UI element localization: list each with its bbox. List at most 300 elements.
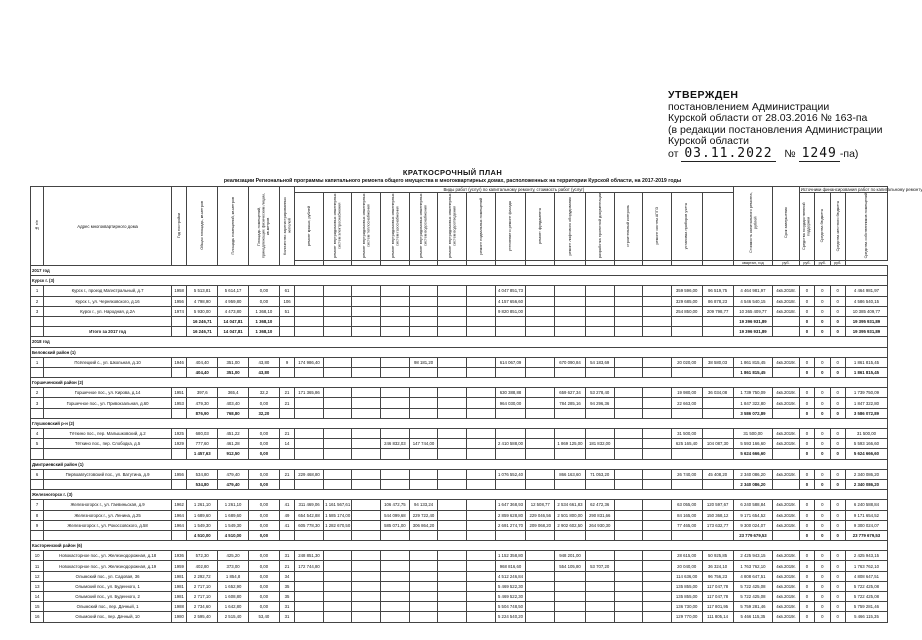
- table-cell: 4 808 647,51: [733, 571, 773, 581]
- table-row: [31, 398, 888, 408]
- table-cell: [295, 439, 324, 449]
- table-cell: 0,00: [249, 510, 280, 520]
- header-label: Адрес многоквартирного дома: [77, 223, 138, 229]
- table-cell: 1 585 174,00: [323, 510, 352, 520]
- table-cell: [643, 296, 672, 306]
- header-cell: [352, 193, 381, 261]
- table-cell: [409, 408, 438, 418]
- table-cell: 22 663,00: [671, 398, 702, 408]
- table-cell: [279, 408, 294, 418]
- header-cell: [466, 193, 495, 261]
- table-cell: [614, 469, 643, 479]
- table-cell: 5 624 666,60: [733, 449, 773, 459]
- table-cell: 12: [31, 571, 44, 581]
- table-cell: [323, 316, 352, 326]
- header-cell: [671, 193, 702, 261]
- table-cell: 0,00: [249, 530, 280, 540]
- table-cell: [352, 469, 381, 479]
- table-cell: [438, 316, 467, 326]
- table-cell: 0: [799, 551, 814, 561]
- table-cell: [438, 439, 467, 449]
- table-cell: 0: [815, 551, 830, 561]
- header-label: № п/п: [34, 220, 39, 231]
- table-cell: [352, 357, 381, 367]
- table-cell: 403,40: [218, 398, 249, 408]
- table-cell: [555, 612, 586, 622]
- table-cell: 402,80: [187, 561, 218, 571]
- table-cell: [438, 561, 467, 571]
- table-cell: [466, 306, 495, 316]
- table-cell: [614, 500, 643, 510]
- table-cell: [352, 398, 381, 408]
- table-cell: 254 850,00: [671, 306, 702, 316]
- table-cell: 1 861 815,45: [845, 367, 887, 377]
- table-cell: [702, 316, 733, 326]
- table-cell: [381, 316, 410, 326]
- header-label: Виды работ (услуг) по капитальному ремонту, стоимость работ (услуг): [443, 187, 585, 192]
- table-cell: 572,30: [187, 551, 218, 561]
- table-cell: 2: [31, 388, 44, 398]
- table-cell: [352, 561, 381, 571]
- table-cell: [438, 306, 467, 316]
- table-cell: [614, 296, 643, 306]
- table-cell: 4кв.2019г.: [773, 469, 799, 479]
- table-cell: 3: [31, 398, 44, 408]
- table-cell: Курск г., ул. Черняховского, д.16: [44, 296, 172, 306]
- table-cell: 0: [830, 327, 845, 337]
- table-cell: [526, 439, 555, 449]
- table-cell: [526, 388, 555, 398]
- table-cell: [409, 286, 438, 296]
- table-cell: 51: [279, 306, 294, 316]
- table-cell: 147 744,00: [409, 439, 438, 449]
- table-cell: 16 246,71: [187, 316, 218, 326]
- table-cell: [585, 327, 614, 337]
- table-row: [31, 388, 888, 398]
- table-cell: 311 469,06: [295, 500, 324, 510]
- table-cell: 0: [830, 581, 845, 591]
- table-cell: [438, 479, 467, 489]
- table-cell: [409, 592, 438, 602]
- table-cell: 4 510,00: [218, 530, 249, 540]
- table-cell: 26 740,00: [671, 469, 702, 479]
- table-cell: 0: [799, 286, 814, 296]
- table-cell: 0: [799, 520, 814, 530]
- table-cell: [323, 286, 352, 296]
- table-cell: [702, 408, 733, 418]
- table-cell: 5 469 522,30: [495, 581, 526, 591]
- table-cell: [438, 530, 467, 540]
- table-cell: Беловский район (1): [31, 347, 888, 357]
- table-cell: 35: [279, 592, 294, 602]
- table-cell: [409, 367, 438, 377]
- table-cell: 21: [279, 388, 294, 398]
- table-cell: 0: [815, 571, 830, 581]
- table-cell: [526, 286, 555, 296]
- table-cell: [614, 602, 643, 612]
- table-cell: Олымский пос., ул. Буденного, 2: [44, 592, 172, 602]
- table-cell: 0: [830, 357, 845, 367]
- table-cell: 1 076 552,40: [495, 469, 526, 479]
- table-row: [31, 306, 888, 316]
- table-cell: 1 763 762,10: [733, 561, 773, 571]
- table-cell: [352, 581, 381, 591]
- table-cell: 534,80: [187, 479, 218, 489]
- table-cell: [323, 357, 352, 367]
- table-cell: 0: [830, 561, 845, 571]
- table-cell: 5 930,00: [187, 306, 218, 316]
- table-cell: 129 770,00: [671, 612, 702, 622]
- table-cell: 0: [799, 408, 814, 418]
- table-cell: [555, 479, 586, 489]
- table-cell: 4кв.2019г.: [773, 602, 799, 612]
- table-cell: [323, 592, 352, 602]
- table-cell: [323, 561, 352, 571]
- table-cell: 0: [830, 551, 845, 561]
- table-cell: 0: [815, 439, 830, 449]
- table-cell: [702, 429, 733, 439]
- table-cell: 4кв.2018г.: [773, 306, 799, 316]
- table-cell: 329 685,00: [671, 296, 702, 306]
- table-cell: 12 508,77: [526, 500, 555, 510]
- table-cell: [555, 306, 586, 316]
- table-cell: 63 055,00: [671, 500, 702, 510]
- table-cell: 13: [31, 581, 44, 591]
- table-cell: [381, 429, 410, 439]
- table-cell: [323, 439, 352, 449]
- table-cell: 174 986,40: [295, 357, 324, 367]
- table-cell: 2 717,10: [187, 581, 218, 591]
- table-cell: 544 099,68: [381, 510, 410, 520]
- table-cell: 5 722 425,08: [845, 581, 887, 591]
- header-cell: [733, 187, 773, 261]
- table-cell: [323, 479, 352, 489]
- table-cell: 77 465,00: [671, 520, 702, 530]
- table-cell: 0: [815, 581, 830, 591]
- table-cell: [438, 398, 467, 408]
- table-cell: [643, 520, 672, 530]
- table-cell: 0: [830, 429, 845, 439]
- table-cell: 3 586 072,89: [845, 408, 887, 418]
- table-cell: Олымский пос., пер. Дачный, 1: [44, 602, 172, 612]
- table-cell: 106 472,75: [381, 500, 410, 510]
- table-cell: [31, 530, 44, 540]
- table-cell: 1 647 368,93: [495, 500, 526, 510]
- table-cell: 4 464 981,97: [845, 286, 887, 296]
- table-cell: [438, 581, 467, 591]
- table-row: [31, 612, 888, 622]
- table-cell: 0: [830, 479, 845, 489]
- table-cell: Новокасторное пос., ул. Железнодорожная, д.19: [44, 561, 172, 571]
- table-cell: 2 734,60: [187, 602, 218, 612]
- table-cell: [643, 286, 672, 296]
- table-cell: [352, 592, 381, 602]
- table-cell: 4кв.2019г.: [773, 388, 799, 398]
- table-cell: 2 859 628,80: [495, 510, 526, 520]
- table-cell: 351,00: [218, 367, 249, 377]
- table-cell: 605 778,30: [295, 520, 324, 530]
- table-cell: 4кв.2019г.: [773, 592, 799, 602]
- table-cell: [438, 612, 467, 622]
- table-cell: [352, 520, 381, 530]
- table-cell: 625 165,40: [671, 439, 702, 449]
- table-cell: [671, 479, 702, 489]
- table-cell: 61: [279, 286, 294, 296]
- header-label: строительный контроль: [626, 205, 631, 247]
- table-cell: 0: [815, 408, 830, 418]
- table-cell: [585, 429, 614, 439]
- table-cell: 1958: [171, 286, 186, 296]
- table-cell: [171, 316, 186, 326]
- table-cell: [643, 581, 672, 591]
- table-cell: 1 368,10: [249, 327, 280, 337]
- table-cell: [526, 429, 555, 439]
- table-cell: 0: [830, 612, 845, 622]
- table-cell: 2017 год: [31, 266, 888, 276]
- table-cell: 0: [815, 469, 830, 479]
- table-cell: [44, 408, 172, 418]
- table-cell: [671, 530, 702, 540]
- header-cell: [614, 193, 643, 261]
- table-cell: 404,40: [187, 367, 218, 377]
- table-cell: [555, 408, 586, 418]
- table-cell: [614, 388, 643, 398]
- table-cell: 49: [279, 510, 294, 520]
- table-cell: [614, 612, 643, 622]
- table-cell: 0: [815, 561, 830, 571]
- table-cell: [643, 510, 672, 520]
- table-cell: 5 722 425,08: [733, 592, 773, 602]
- header-label: Количество зарегистрированных жителей: [282, 196, 292, 255]
- table-cell: 0,00: [249, 592, 280, 602]
- table-cell: 1 457,63: [187, 449, 218, 459]
- table-cell: [44, 479, 172, 489]
- table-cell: [381, 571, 410, 581]
- table-cell: [381, 296, 410, 306]
- table-cell: 14 047,81: [218, 327, 249, 337]
- table-cell: 9 300 024,07: [845, 520, 887, 530]
- table-row: [31, 592, 888, 602]
- table-cell: 0: [815, 398, 830, 408]
- header-cell: [409, 193, 438, 261]
- table-cell: [614, 306, 643, 316]
- table-cell: [773, 408, 799, 418]
- table-cell: [526, 551, 555, 561]
- table-body: [31, 266, 888, 623]
- table-cell: [466, 449, 495, 459]
- table-cell: [352, 296, 381, 306]
- table-cell: [44, 367, 172, 377]
- number-label: №: [784, 147, 796, 160]
- table-cell: 6: [31, 469, 44, 479]
- table-cell: 38 580,03: [702, 357, 733, 367]
- table-cell: 0: [815, 306, 830, 316]
- table-cell: [643, 592, 672, 602]
- table-cell: 4 512 246,84: [495, 571, 526, 581]
- table-cell: 1 608,80: [218, 592, 249, 602]
- table-cell: 0: [830, 398, 845, 408]
- table-cell: [526, 561, 555, 571]
- table-cell: [773, 327, 799, 337]
- table-cell: 71 053,20: [585, 469, 614, 479]
- table-cell: [585, 316, 614, 326]
- table-cell: [643, 408, 672, 418]
- header-cell: [171, 187, 186, 266]
- table-cell: [409, 581, 438, 591]
- table-cell: 0: [799, 439, 814, 449]
- table-cell: 53 707,20: [585, 561, 614, 571]
- table-cell: 479,40: [218, 479, 249, 489]
- table-cell: [526, 581, 555, 591]
- table-cell: 0: [830, 592, 845, 602]
- table-cell: [614, 286, 643, 296]
- table-cell: 0: [815, 367, 830, 377]
- header-label: Средства бюджета: [820, 209, 825, 243]
- table-cell: [702, 367, 733, 377]
- table-cell: [495, 530, 526, 540]
- table-cell: [323, 469, 352, 479]
- table-cell: 5 759 281,46: [733, 602, 773, 612]
- table-cell: Горшечное пос., ул. Кирова, д.14: [44, 388, 172, 398]
- table-cell: 98 181,20: [409, 357, 438, 367]
- table-cell: 5 593 166,60: [733, 439, 773, 449]
- table-cell: 290 831,66: [585, 510, 614, 520]
- table-cell: [671, 408, 702, 418]
- table-cell: 1 368,10: [249, 316, 280, 326]
- table-cell: 4 808 647,51: [845, 571, 887, 581]
- table-row: [31, 571, 888, 581]
- table-cell: 43,80: [249, 357, 280, 367]
- table-cell: [409, 316, 438, 326]
- table-cell: 86 878,23: [702, 296, 733, 306]
- table-cell: [466, 286, 495, 296]
- table-cell: [555, 530, 586, 540]
- table-cell: Дмитриевский район (1): [31, 459, 888, 469]
- table-cell: 0: [830, 296, 845, 306]
- table-cell: [466, 581, 495, 591]
- table-cell: 777,60: [187, 439, 218, 449]
- table-cell: 2 515,40: [218, 612, 249, 622]
- table-cell: 14: [31, 592, 44, 602]
- table-cell: 1 861 815,45: [733, 357, 773, 367]
- table-row: [31, 602, 888, 612]
- header-cell: [773, 187, 799, 261]
- table-cell: 23 779 679,53: [845, 530, 887, 540]
- table-cell: 0: [815, 510, 830, 520]
- table-cell: [438, 510, 467, 520]
- table-cell: [773, 449, 799, 459]
- table-cell: 2 501 800,00: [555, 510, 586, 520]
- table-cell: 0: [830, 367, 845, 377]
- table-row: [31, 429, 888, 439]
- table-cell: [495, 327, 526, 337]
- table-cell: Новокасторное пос., ул. Железнодорожная, д.18: [44, 551, 172, 561]
- header-label: ремонт крыши, рублей: [306, 205, 311, 247]
- table-cell: [585, 286, 614, 296]
- table-cell: [381, 592, 410, 602]
- table-cell: 0: [830, 530, 845, 540]
- table-cell: 1953: [171, 398, 186, 408]
- table-cell: 351,00: [218, 357, 249, 367]
- table-row: [31, 357, 888, 367]
- table-cell: Первоавгустовский пос., ул. Ватутина, д.9: [44, 469, 172, 479]
- header-cell: [702, 193, 733, 261]
- table-cell: [466, 551, 495, 561]
- table-cell: 34: [279, 571, 294, 581]
- table-cell: [526, 327, 555, 337]
- table-cell: 6 240 588,84: [845, 500, 887, 510]
- table-cell: 9 171 654,52: [733, 510, 773, 520]
- table-cell: [295, 296, 324, 306]
- table-cell: [773, 367, 799, 377]
- table-cell: [466, 561, 495, 571]
- table-cell: [614, 581, 643, 591]
- table-cell: [614, 479, 643, 489]
- table-cell: [555, 592, 586, 602]
- table-cell: [466, 602, 495, 612]
- table-cell: [409, 327, 438, 337]
- table-cell: 4кв.2019г.: [773, 357, 799, 367]
- table-cell: Глушковский р-н (2): [31, 418, 888, 428]
- table-cell: [295, 286, 324, 296]
- table-cell: 16 246,71: [187, 327, 218, 337]
- table-cell: [585, 581, 614, 591]
- table-cell: [702, 327, 733, 337]
- table-cell: 5 513,81: [187, 286, 218, 296]
- table-cell: 680,03: [187, 429, 218, 439]
- table-cell: 2018 год: [31, 337, 888, 347]
- header-label: ремонт подвальных помещений: [478, 197, 483, 255]
- table-cell: Итого за 2017 год: [44, 327, 172, 337]
- table-cell: [555, 581, 586, 591]
- table-cell: 1: [31, 286, 44, 296]
- table-cell: [643, 439, 672, 449]
- table-cell: 114 636,00: [671, 571, 702, 581]
- header-label: Год постройки: [176, 212, 181, 239]
- table-cell: 1962: [171, 500, 186, 510]
- table-cell: 32,20: [249, 408, 280, 418]
- table-cell: 0: [830, 408, 845, 418]
- table-cell: Горшечное пос., ул. Привокзальная, д.60: [44, 398, 172, 408]
- table-cell: 630 388,88: [495, 388, 526, 398]
- header-cell: [249, 187, 280, 266]
- table-cell: 120 597,67: [702, 500, 733, 510]
- table-cell: [352, 571, 381, 581]
- table-cell: 0: [799, 327, 814, 337]
- table-cell: 0: [799, 571, 814, 581]
- table-cell: [555, 296, 586, 306]
- table-cell: [171, 327, 186, 337]
- table-cell: [526, 296, 555, 306]
- table-row: [31, 510, 888, 520]
- table-cell: 35: [279, 581, 294, 591]
- district-row: [31, 459, 888, 469]
- table-cell: 3: [31, 306, 44, 316]
- table-cell: [526, 408, 555, 418]
- table-cell: 0,00: [249, 469, 280, 479]
- table-cell: 1 282 670,50: [323, 520, 352, 530]
- table-cell: 19 395 931,89: [845, 327, 887, 337]
- table-cell: 1 739 750,09: [733, 388, 773, 398]
- header-label: ремонт фундамента: [538, 208, 543, 244]
- table-cell: [279, 479, 294, 489]
- table-cell: [323, 429, 352, 439]
- table-cell: [31, 449, 44, 459]
- table-cell: 0: [815, 357, 830, 367]
- table-cell: 948 201,00: [555, 551, 586, 561]
- table-cell: 0: [815, 429, 830, 439]
- table-cell: [409, 296, 438, 306]
